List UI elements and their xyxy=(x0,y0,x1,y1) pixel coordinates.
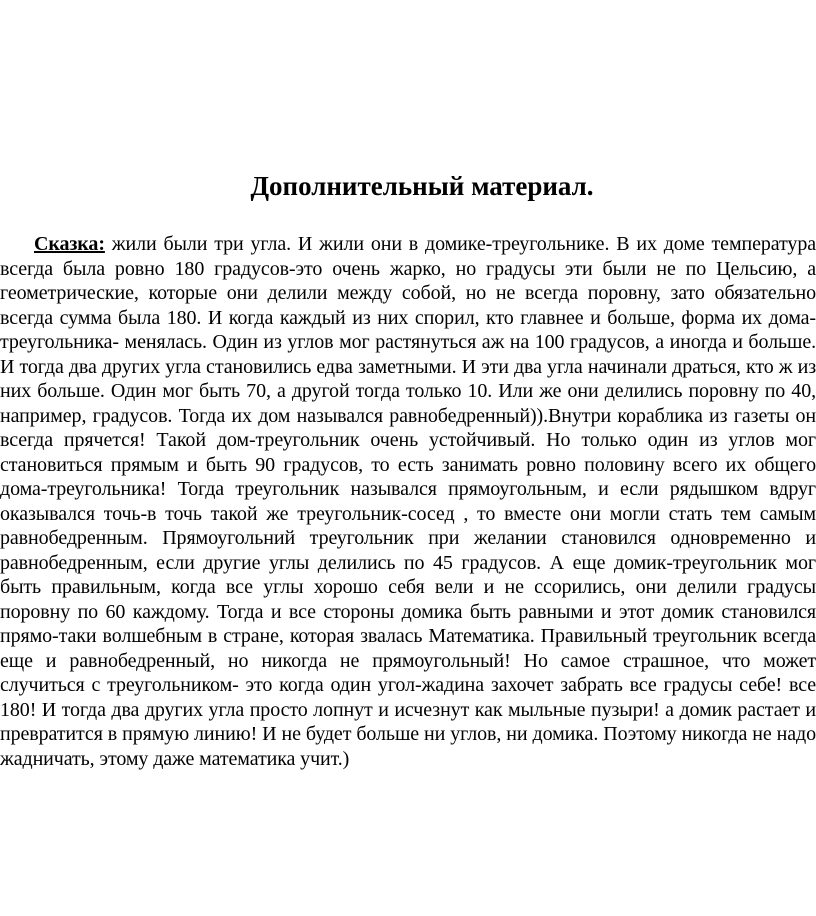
story-paragraph xyxy=(0,232,816,771)
page-title: Дополнительный материал. xyxy=(250,171,594,201)
story-text: жили были три угла. И жили они в домике-треугольнике. В их доме температура всегда была ровно 180 градусов-это очень жарко, но градусы эти были не по Цельсию, а геометрические, которые они делили между собой, но не всегда поровну, зато обязательно всегда сумма была 180. И когда каждый из них спорил, кто главнее и больше, форма их дома- треугольника- менялась. Один из углов мог растянуться аж на 100 градусов, а иногда и больше. И тогда два других угла становились едва заметными. И эти два угла начинали драться, кто ж из них больше. Один мог быть 70, а другой тогда только 10. Или же они делились поровну по 40, например, градусов. Тогда их дом назывался равнобедренный)).Внутри кораблика из газеты он всегда прячется! Такой дом-треугольник очень устойчивый. Но только один из углов мог становиться прямым и быть 90 градусов, то есть занимать ровно половину всего их общего дома-треугольника! Тогда треугольник назывался прямоугольным, и если рядышком вдруг оказывался точь-в точь такой же треугольник-сосед , то вместе они могли стать тем самым равнобедренным. Прямоугольний треугольник при желании становился одновременно и равнобедренным, если другие углы делились по 45 градусов. А еще домик-треугольник мог быть правильным, когда все углы хорошо себя вели и не ссорились, они делили градусы поровну по 60 каждому. Тогда и все стороны домика быть равными и этот домик становился прямо-таки волшебным в стране, которая звалась Математика. Правильный треугольник всегда еще и равнобедренный, но никогда не прямоугольный! Но самое страшное, что может случиться с треугольником- это когда один угол-жадина захочет забрать все градусы себе! все 180! И тогда два других угла просто лопнут и исчезнут как мыльные пузыри! а домик растает и превратится в прямую линию! И не будет больше ни углов, ни домика. Поэтому никогда не надо жадничать, этому даже математика учит.) xyxy=(0,233,816,770)
story-label: Сказка: xyxy=(34,233,105,255)
